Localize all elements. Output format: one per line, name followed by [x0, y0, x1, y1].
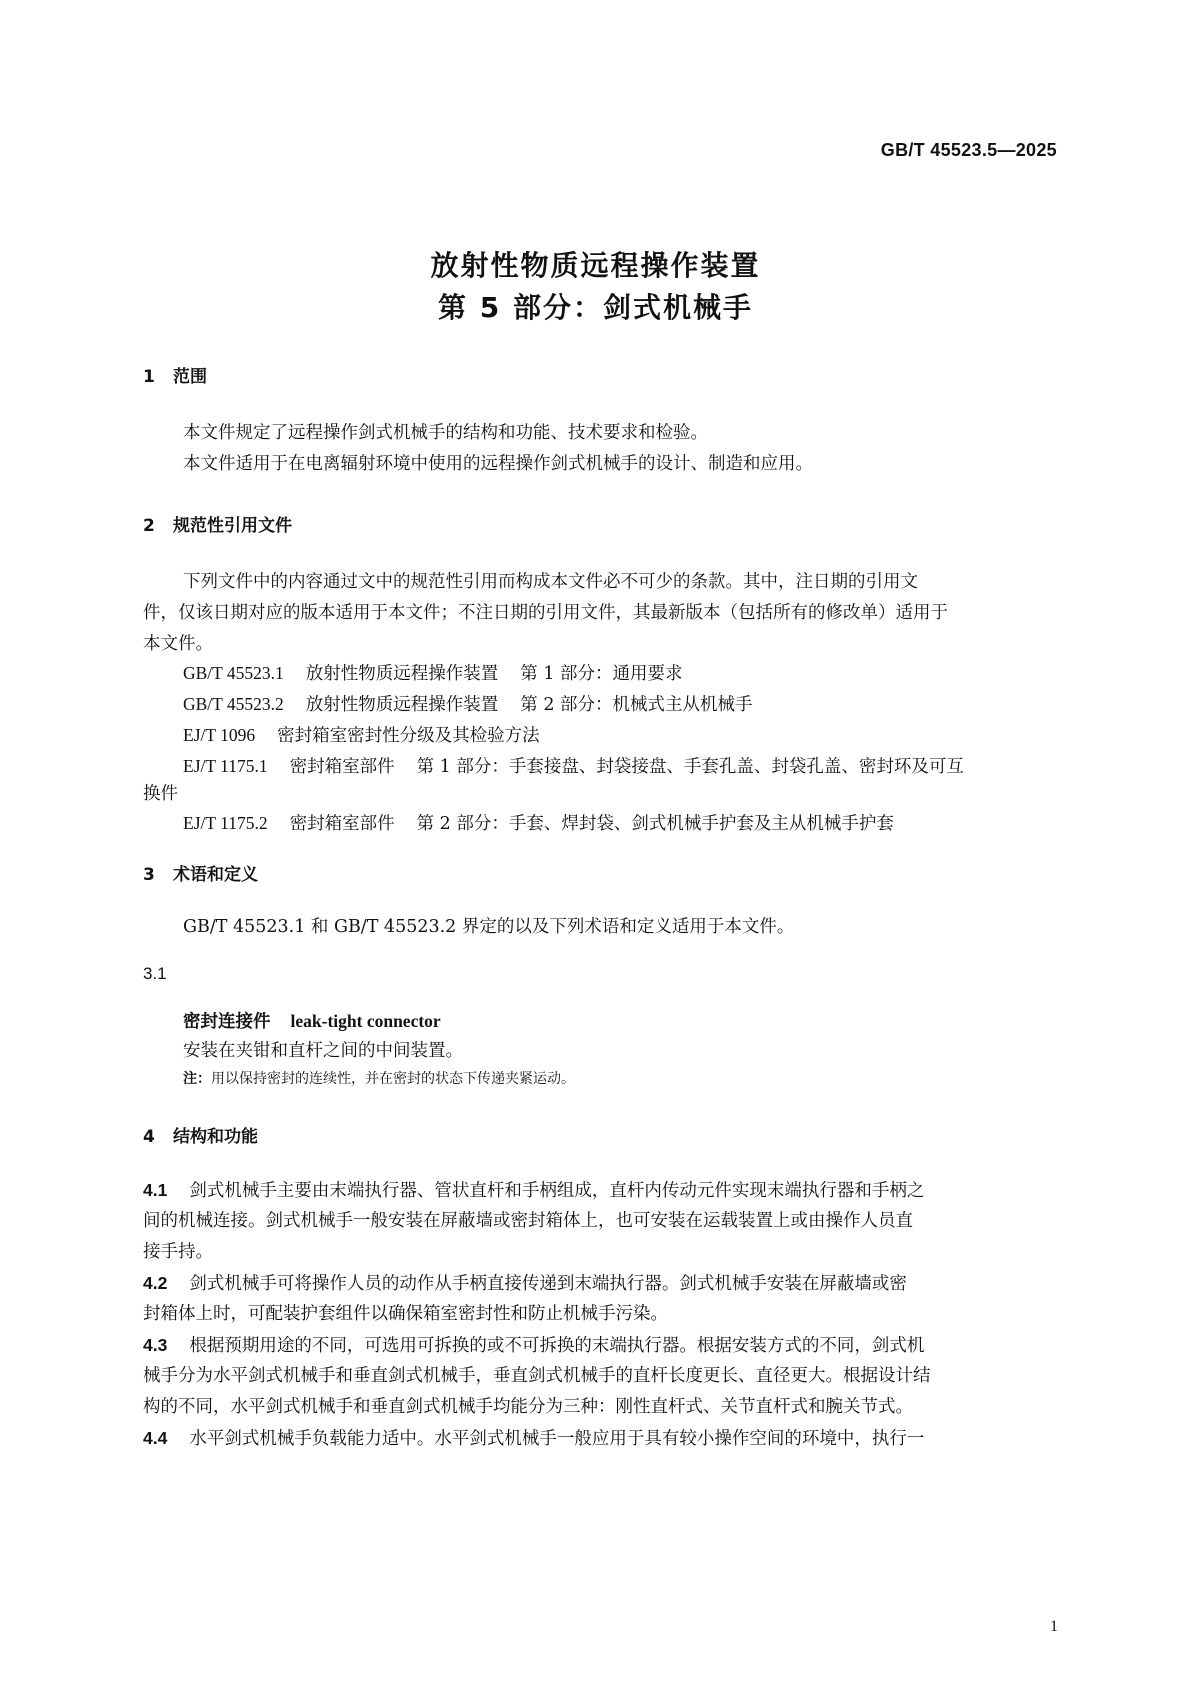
- reference-code: EJ/T 1175.1: [183, 756, 268, 776]
- clause-text: 水平剑式机械手负载能力适中。水平剑式机械手一般应用于具有较小操作空间的环境中，执行一: [189, 1429, 925, 1449]
- reference-item: [183, 660, 683, 685]
- reference-item: [183, 691, 753, 716]
- term-english: leak-tight connector: [290, 1011, 441, 1031]
- reference-part: 第 2 部分：手套、焊封袋、剑式机械手护套及主从机械手护套: [416, 814, 894, 834]
- clause-4-4-line: [143, 1423, 1058, 1455]
- clause-line: 构的不同，水平剑式机械手和垂直剑式机械手均能分为三种：刚性直杆式、关节直杆式和腕关节式。: [143, 1397, 913, 1417]
- clause-number: 4.4: [143, 1428, 168, 1448]
- paragraph-line: 本文件。: [143, 634, 213, 654]
- paragraph: 本文件适用于在电离辐射环境中使用的远程操作剑式机械手的设计、制造和应用。: [183, 454, 813, 474]
- section-3-heading: [143, 860, 258, 885]
- clause-number: 4.3: [143, 1335, 168, 1355]
- clause-4-1-line: [143, 1175, 1058, 1207]
- note-text: 用以保持密封的连续性，并在密封的状态下传递夹紧运动。: [211, 1071, 575, 1087]
- reference-title: 密封箱室部件: [289, 814, 395, 834]
- clause-number: 4.2: [143, 1273, 168, 1293]
- document-title-line1: 放射性物质远程操作装置: [430, 249, 761, 282]
- term-entry: [183, 1008, 441, 1033]
- reference-item: [183, 810, 894, 835]
- clause-line: 封箱体上时，可配装护套组件以确保箱室密封性和防止机械手污染。: [143, 1304, 668, 1324]
- section-number: 2: [143, 516, 155, 536]
- reference-part: 第 1 部分：通用要求: [520, 664, 683, 684]
- reference-part: 第 1 部分：手套接盘、封袋接盘、手套孔盖、封袋孔盖、密封环及可互: [416, 757, 964, 777]
- section-title: 结构和功能: [173, 1127, 258, 1147]
- clause-4-3-line: [143, 1330, 1058, 1362]
- clause-text: 剑式机械手可将操作人员的动作从手柄直接传递到末端执行器。剑式机械手安装在屏蔽墙或密: [189, 1274, 907, 1294]
- clause-text: 根据预期用途的不同，可选用可拆换的或不可拆换的末端执行器。根据安装方式的不同，剑式机: [189, 1336, 925, 1356]
- section-1-heading: [143, 362, 207, 387]
- page-number: 1: [1050, 1618, 1058, 1635]
- clause-line: 接手持。: [143, 1242, 213, 1262]
- section-number: 1: [143, 367, 155, 387]
- section-number: 4: [143, 1127, 155, 1147]
- reference-title: 放射性物质远程操作装置: [305, 664, 499, 684]
- term-definition: 安装在夹钳和直杆之间的中间装置。: [183, 1041, 463, 1061]
- reference-item: [183, 753, 964, 778]
- section-2-heading: [143, 511, 292, 536]
- reference-code: GB/T 45523.1: [183, 663, 284, 683]
- reference-title: 密封箱室部件: [289, 757, 395, 777]
- reference-code: GB/T 45523.2: [183, 694, 284, 714]
- paragraph: 本文件规定了远程操作剑式机械手的结构和功能、技术要求和检验。: [183, 423, 708, 443]
- paragraph-line: 件，仅该日期对应的版本适用于本文件；不注日期的引用文件，其最新版本（包括所有的修改单）适用于: [143, 603, 948, 623]
- paragraph: GB/T 45523.1 和 GB/T 45523.2 界定的以及下列术语和定义适用于本文件。: [183, 917, 795, 937]
- section-title: 术语和定义: [173, 865, 258, 885]
- clause-4-2-line: [143, 1268, 1058, 1300]
- clause-text: 剑式机械手主要由末端执行器、管状直杆和手柄组成，直杆内传动元件实现末端执行器和手柄之: [189, 1181, 925, 1201]
- term-chinese: 密封连接件: [183, 1012, 271, 1032]
- paragraph-line: 下列文件中的内容通过文中的规范性引用而构成本文件必不可少的条款。其中，注日期的引用文: [183, 572, 918, 592]
- reference-title: 放射性物质远程操作装置: [305, 695, 499, 715]
- reference-code: EJ/T 1175.2: [183, 813, 268, 833]
- section-number: 3: [143, 865, 155, 885]
- reference-item: [183, 722, 540, 747]
- term-number: 3.1: [143, 964, 167, 983]
- clause-line: 间的机械连接。剑式机械手一般安装在屏蔽墙或密封箱体上，也可安装在运载装置上或由操作人员直: [143, 1211, 913, 1231]
- document-title-line2: 第 5 部分：剑式机械手: [438, 291, 753, 324]
- reference-continuation: 换件: [143, 784, 178, 804]
- clause-line: 械手分为水平剑式机械手和垂直剑式机械手，垂直剑式机械手的直杆长度更长、直径更大。根据设计结: [143, 1366, 931, 1386]
- standard-code: GB/T 45523.5—2025: [880, 140, 1057, 160]
- section-4-heading: [143, 1122, 258, 1147]
- reference-title: 密封箱室密封性分级及其检验方法: [277, 726, 540, 746]
- reference-code: EJ/T 1096: [183, 725, 256, 745]
- section-title: 范围: [173, 367, 207, 387]
- section-title: 规范性引用文件: [173, 516, 292, 536]
- clause-number: 4.1: [143, 1180, 168, 1200]
- note-label: 注：: [183, 1071, 211, 1087]
- term-note: [183, 1068, 575, 1088]
- reference-part: 第 2 部分：机械式主从机械手: [520, 695, 753, 715]
